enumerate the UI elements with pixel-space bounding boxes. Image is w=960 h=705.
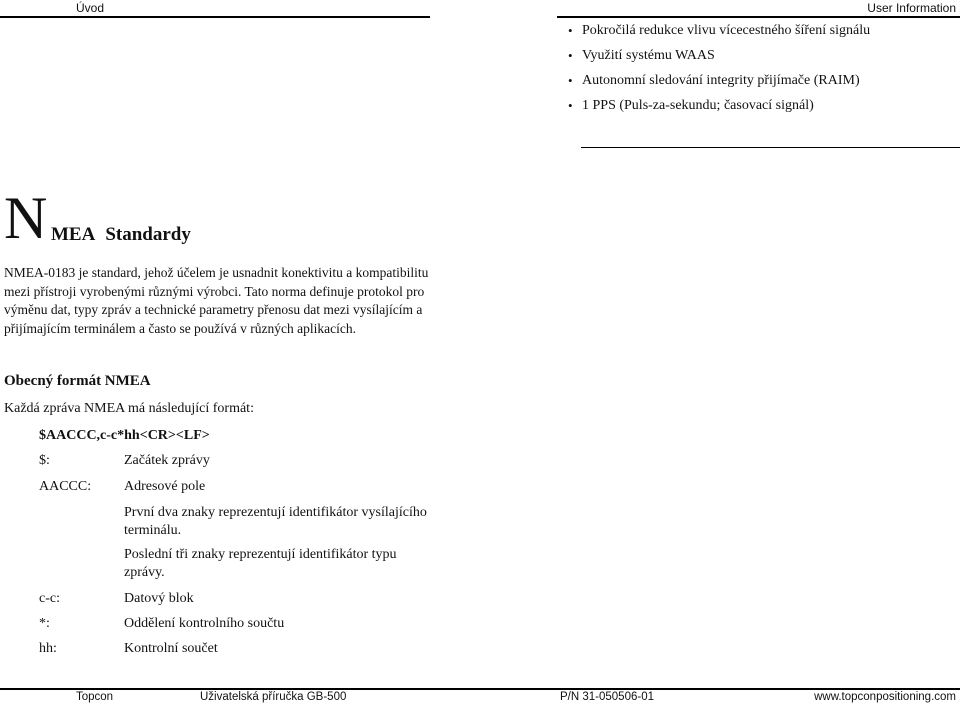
section-title-acronym: MEA [51,224,96,245]
feature-item: • Pokročilá redukce vlivu vícecestného šíření signálu [568,20,870,45]
header-rule-right [557,16,960,18]
message-format: $AACCC,c-c*hh<CR><LF> [39,428,210,443]
footer-website: www.topconpositioning.com [814,691,956,703]
feature-item: • Využití systému WAAS [568,45,870,70]
definition-term: $: [39,453,50,468]
subsection-heading: Obecný formát NMEA [4,373,151,389]
definition-desc: Kontrolní součet [124,641,218,656]
header-chapter-name: User Information [867,1,956,15]
header-rule-left [0,16,430,18]
section-divider [581,147,960,148]
feature-list [568,20,870,120]
footer-manual-title: Uživatelská příručka GB-500 [200,691,347,703]
footer-part-number: P/N 31-050506-01 [560,691,654,703]
footer-rule [0,688,960,690]
definition-desc: Adresové pole [124,479,206,494]
definition-desc: Datový blok [124,591,194,606]
definition-desc: První dva znaky reprezentují identifikátor vysílajícího terminálu. [124,505,427,538]
section-title-rest [51,224,191,246]
header-section-name: Úvod [76,1,105,15]
section-title-initial: N [4,185,48,251]
feature-item: • Autonomní sledování integrity přijímače (RAIM) [568,70,870,95]
format-intro: Každá zpráva NMEA má následující formát: [4,401,254,416]
definition-term: c-c: [39,591,60,606]
footer-company: Topcon [76,691,114,703]
section-title-word: Standardy [105,224,191,245]
definition-term: *: [39,616,50,631]
definition-desc: Začátek zprávy [124,453,210,468]
definition-desc: Oddělení kontrolního součtu [124,616,285,631]
definition-term: hh: [39,641,57,656]
section-paragraph: NMEA-0183 je standard, jehož účelem je usnadnit konektivitu a kompatibilitu mezi přístroji vyrobenými různými výrobci. Tato norma definuje protokol pro výměnu dat, typy zpráv a technické parametry přenosu dat mezi vysílajícím a přijímajícím terminálem a často se používá v různých aplikacích. [4,265,429,336]
definition-desc: Poslední tři znaky reprezentují identifikátor typu zprávy. [124,547,397,580]
definition-term: AACCC: [39,479,92,494]
feature-item: • 1 PPS (Puls-za-sekundu; časovací signál) [568,95,870,120]
section-title [4,185,191,251]
